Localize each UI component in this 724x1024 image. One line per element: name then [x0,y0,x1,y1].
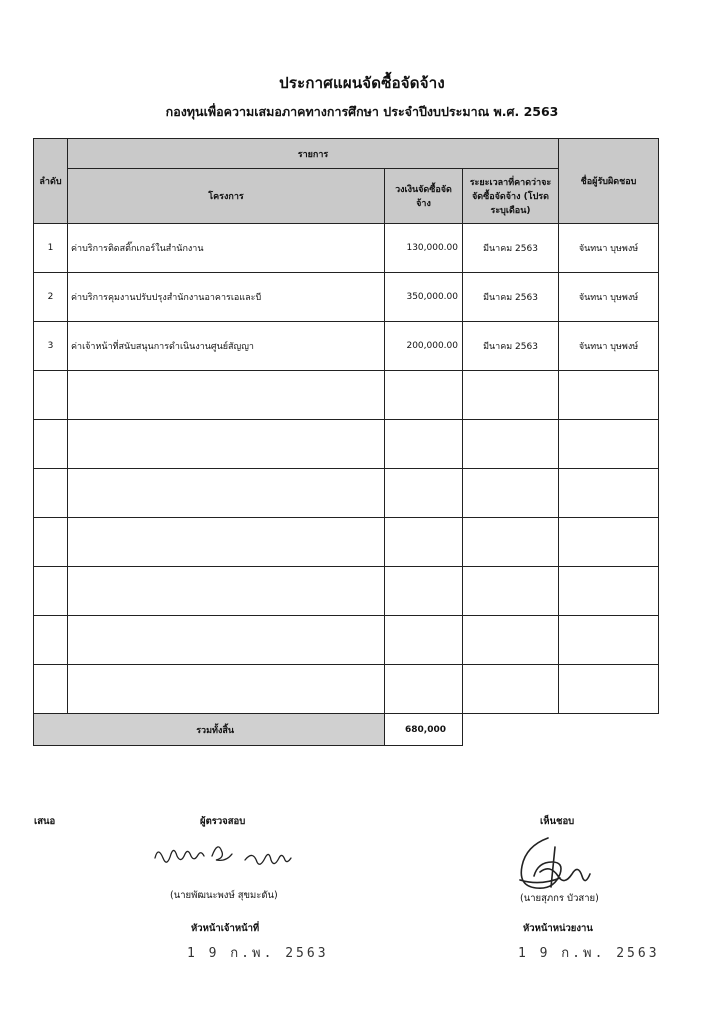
row-budget: 130,000.00 [385,224,463,273]
row-budget: 200,000.00 [385,322,463,371]
approver-name: (นายสุภกร บัวสาย) [520,893,599,904]
empty-row [34,420,659,469]
total-label: รวมทั้งสิ้น [34,714,385,746]
row-responsible: จันทนา บุษพงษ์ [559,224,659,273]
propose-label: เสนอ [34,816,56,827]
row-project: ค่าบริการติดสติ๊กเกอร์ในสำนักงาน [68,224,385,273]
table-row [34,322,659,371]
row-project: ค่าบริการคุมงานปรับปรุงสำนักงานอาคารเอและบี [68,273,385,322]
empty-row [34,371,659,420]
total-row [34,714,659,746]
row-responsible: จันทนา บุษพงษ์ [559,322,659,371]
row-project: ค่าเจ้าหน้าที่สนับสนุนการดำเนินงานศูนย์สัญญา [68,322,385,371]
row-period: มีนาคม 2563 [463,224,559,273]
header-responsible: ชื่อผู้รับผิดชอบ [559,139,659,224]
empty-row [34,567,659,616]
header-budget: วงเงินจัดซื้อจัดจ้าง [385,169,463,224]
table-row [34,273,659,322]
reviewer-position: หัวหน้าเจ้าหน้าที่ [191,923,260,934]
row-responsible: จันทนา บุษพงษ์ [559,273,659,322]
reviewer-date-stamp: 1 9 ก.พ. 2563 [187,946,329,961]
row-period: มีนาคม 2563 [463,273,559,322]
header-no: ลำดับ [34,139,68,224]
approver-date-stamp: 1 9 ก.พ. 2563 [518,946,660,961]
row-period: มีนาคม 2563 [463,322,559,371]
empty-row [34,616,659,665]
header-period: ระยะเวลาที่คาดว่าจะจัดซื้อจัดจ้าง (โปรดระบุเดือน) [463,169,559,224]
reviewer-name: (นายพัฒนะพงษ์ สุขมะดัน) [170,890,278,901]
reviewer-label: ผู้ตรวจสอบ [200,816,246,827]
document-title: ประกาศแผนจัดซื้อจัดจ้าง [279,74,445,92]
reviewer-signature [150,838,310,878]
approver-position: หัวหน้าหน่วยงาน [523,923,593,934]
header-project: โครงการ [68,169,385,224]
total-value: 680,000 [385,714,463,746]
row-no: 2 [34,273,68,322]
approver-label: เห็นชอบ [540,816,575,827]
header-items-group: รายการ [68,139,559,169]
row-budget: 350,000.00 [385,273,463,322]
table-row [34,224,659,273]
empty-row [34,518,659,567]
row-no: 1 [34,224,68,273]
procurement-plan-table [33,138,659,746]
document-subtitle: กองทุนเพื่อความเสมอภาคทางการศึกษา ประจำปีงบประมาณ พ.ศ. 2563 [165,104,559,119]
row-no: 3 [34,322,68,371]
empty-row [34,469,659,518]
empty-row [34,665,659,714]
